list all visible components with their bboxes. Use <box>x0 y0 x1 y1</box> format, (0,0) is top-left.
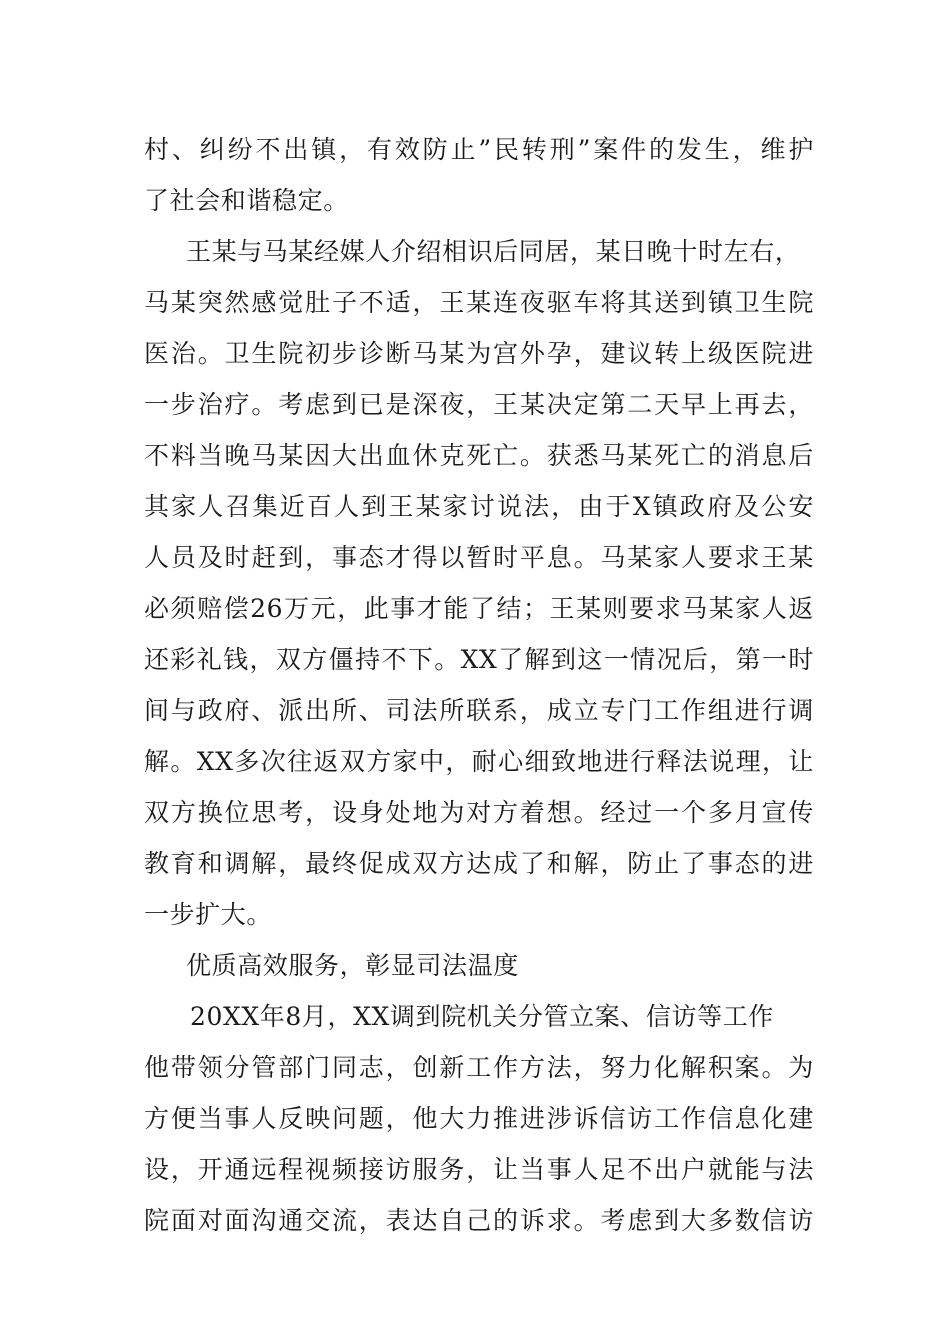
text-line: 方便当事人反映问题，他大力推进涉诉信访工作信息化建 <box>144 1104 814 1133</box>
text-line: 教育和调解，最终促成双方达成了和解，防止了事态的进 <box>144 849 814 878</box>
text-line: 双方换位思考，设身处地为对方着想。经过一个多月宣传 <box>144 798 814 827</box>
text-line: 他带领分管部门同志，创新工作方法，努力化解积案。为 <box>144 1053 814 1082</box>
text-line: 一步扩大。 <box>144 900 273 929</box>
text-line: 间与政府、派出所、司法所联系，成立专门工作组进行调 <box>144 696 814 725</box>
text-line: 必须赔偿26万元，此事才能了结；王某则要求马某家人返 <box>144 594 814 623</box>
text-line: 院面对面沟通交流，表达自己的诉求。考虑到大多数信访 <box>144 1206 814 1235</box>
text-line: 一步治疗。考虑到已是深夜，王某决定第二天早上再去， <box>144 390 814 419</box>
text-line: 不料当晚马某因大出血休克死亡。获悉马某死亡的消息后 <box>144 441 814 470</box>
text-line: 解。XX多次往返双方家中，耐心细致地进行释法说理，让 <box>144 747 814 776</box>
paragraph-start-line: 20XX年8月，XX调到院机关分管立案、信访等工作 <box>190 1002 774 1031</box>
text-line: 医治。卫生院初步诊断马某为宫外孕，建议转上级医院进 <box>144 339 814 368</box>
paragraph-start-line: 王某与马某经媒人介绍相识后同居，某日晚十时左右， <box>186 237 801 266</box>
text-line: 人员及时赶到，事态才得以暂时平息。马某家人要求王某 <box>144 543 814 572</box>
text-line: 村、纠纷不出镇，有效防止”民转刑”案件的发生，维护 <box>144 135 814 164</box>
section-heading: 优质高效服务，彰显司法温度 <box>186 951 519 980</box>
text-line: 设，开通远程视频接访服务，让当事人足不出户就能与法 <box>144 1155 814 1184</box>
text-line: 其家人召集近百人到王某家讨说法，由于X镇政府及公安 <box>144 492 814 521</box>
text-line: 马某突然感觉肚子不适，王某连夜驱车将其送到镇卫生院 <box>144 288 814 317</box>
text-line: 还彩礼钱，双方僵持不下。XX了解到这一情况后，第一时 <box>144 645 814 674</box>
text-line: 了社会和谐稳定。 <box>144 186 349 215</box>
